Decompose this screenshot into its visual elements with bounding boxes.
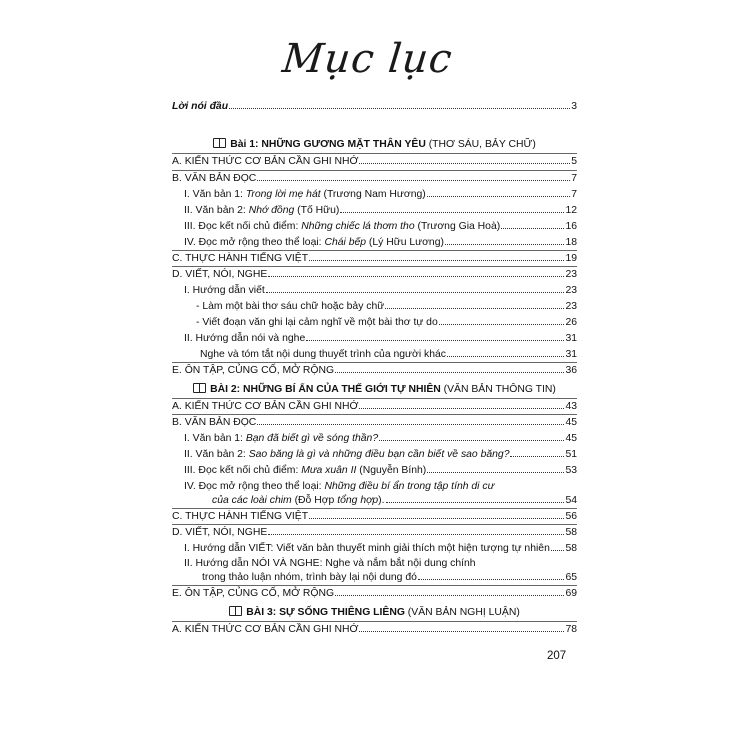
divider — [172, 250, 577, 251]
divider — [172, 508, 577, 509]
book-icon — [193, 383, 206, 393]
toc-entry[interactable]: III. Đọc kết nối chủ điểm: Những chiếc lá thơm tho (Trương Gia Hoà) 16 — [184, 221, 577, 232]
toc-entry[interactable]: - Làm một bài thơ sáu chữ hoặc bảy chữ 23 — [196, 301, 577, 312]
toc-entry[interactable]: II. Văn bản 2: Sao băng là gì và những điều bạn cần biết về sao băng? 51 — [184, 449, 577, 460]
toc-entry-label: Lời nói đầu — [172, 101, 229, 112]
toc-entry[interactable]: III. Đọc kết nối chủ điểm: Mưa xuân II (Nguyễn Bính) 53 — [184, 465, 577, 476]
book-icon — [213, 138, 226, 148]
toc-entry[interactable]: C. THỰC HÀNH TIẾNG VIỆT 19 — [172, 253, 577, 264]
divider — [172, 362, 577, 363]
toc-entry-line1[interactable]: IV. Đọc mở rộng theo thể loại: Những điều bí ẩn trong tập tính di cư — [184, 481, 495, 492]
toc-entry[interactable]: B. VĂN BẢN ĐỌC 45 — [172, 417, 577, 428]
toc-entry[interactable]: I. Văn bản 1: Trong lời mẹ hát (Trương Nam Hương) 7 — [184, 189, 577, 200]
toc-entry-page: 3 — [571, 101, 577, 112]
unit-1-heading: Bài 1: NHỮNG GƯƠNG MẶT THÂN YÊU (THƠ SÁU, BẢY CHỮ) — [172, 138, 577, 151]
toc-entry[interactable]: II. Hướng dẫn nói và nghe 31 — [184, 333, 577, 344]
toc-entry[interactable]: D. VIẾT, NÓI, NGHE 58 — [172, 527, 577, 538]
toc-entry[interactable]: II. Văn bản 2: Nhớ đồng (Tố Hữu) 12 — [184, 205, 577, 216]
divider — [172, 266, 577, 267]
toc-entry[interactable]: B. VĂN BẢN ĐỌC 7 — [172, 173, 577, 184]
toc-entry[interactable]: A. KIẾN THỨC CƠ BẢN CẦN GHI NHỚ 43 — [172, 401, 577, 412]
toc-entry[interactable]: Nghe và tóm tắt nội dung thuyết trình của người khác 31 — [200, 349, 577, 360]
toc-entry[interactable]: A. KIẾN THỨC CƠ BẢN CẦN GHI NHỚ 78 — [172, 624, 577, 635]
divider — [172, 153, 577, 154]
toc-entry[interactable]: I. Hướng dẫn viết 23 — [184, 285, 577, 296]
divider — [172, 398, 577, 399]
toc-entry[interactable]: IV. Đọc mở rộng theo thể loại: Chái bếp (Lý Hữu Lương) 18 — [184, 237, 577, 248]
toc-entry[interactable]: I. Hướng dẫn VIẾT: Viết văn bản thuyết minh giải thích một hiện tượng tự nhiên 58 — [184, 543, 577, 554]
toc-entry[interactable]: D. VIẾT, NÓI, NGHE 23 — [172, 269, 577, 280]
divider — [172, 585, 577, 586]
toc-entry[interactable]: - Viết đoạn văn ghi lại cảm nghĩ về một bài thơ tự do 26 — [196, 317, 577, 328]
toc-entry[interactable]: của các loài chim (Đỗ Hợp tổng hợp). 54 — [212, 495, 577, 506]
toc-entry-preface[interactable] — [172, 100, 577, 113]
toc-entry[interactable]: E. ÔN TẬP, CỦNG CỐ, MỞ RỘNG 69 — [172, 588, 577, 599]
toc-entry[interactable]: E. ÔN TẬP, CỦNG CỐ, MỞ RỘNG 36 — [172, 365, 577, 376]
toc-entry[interactable]: C. THỰC HÀNH TIẾNG VIỆT 56 — [172, 511, 577, 522]
divider — [172, 170, 577, 171]
page-title: Mục lục — [280, 36, 455, 82]
divider — [172, 414, 577, 415]
toc-entry[interactable]: A. KIẾN THỨC CƠ BẢN CẦN GHI NHỚ 5 — [172, 156, 577, 167]
toc-entry[interactable]: trong thảo luận nhóm, trình bày lại nội dung đó 65 — [202, 572, 577, 583]
book-icon — [229, 606, 242, 616]
unit-2-heading: BÀI 2: NHỮNG BÍ ẨN CỦA THẾ GIỚI TỰ NHIÊN (VĂN BẢN THÔNG TIN) — [172, 383, 577, 396]
toc-entry-line1[interactable]: II. Hướng dẫn NÓI VÀ NGHE: Nghe và nắm bắt nội dung chính — [184, 558, 476, 569]
unit-3-heading: BÀI 3: SỰ SỐNG THIÊNG LIÊNG (VĂN BẢN NGHỊ LUẬN) — [172, 606, 577, 619]
divider — [172, 621, 577, 622]
toc-entry[interactable]: I. Văn bản 1: Bạn đã biết gì về sóng thần? 45 — [184, 433, 577, 444]
divider — [172, 524, 577, 525]
page-number: 207 — [547, 650, 567, 662]
